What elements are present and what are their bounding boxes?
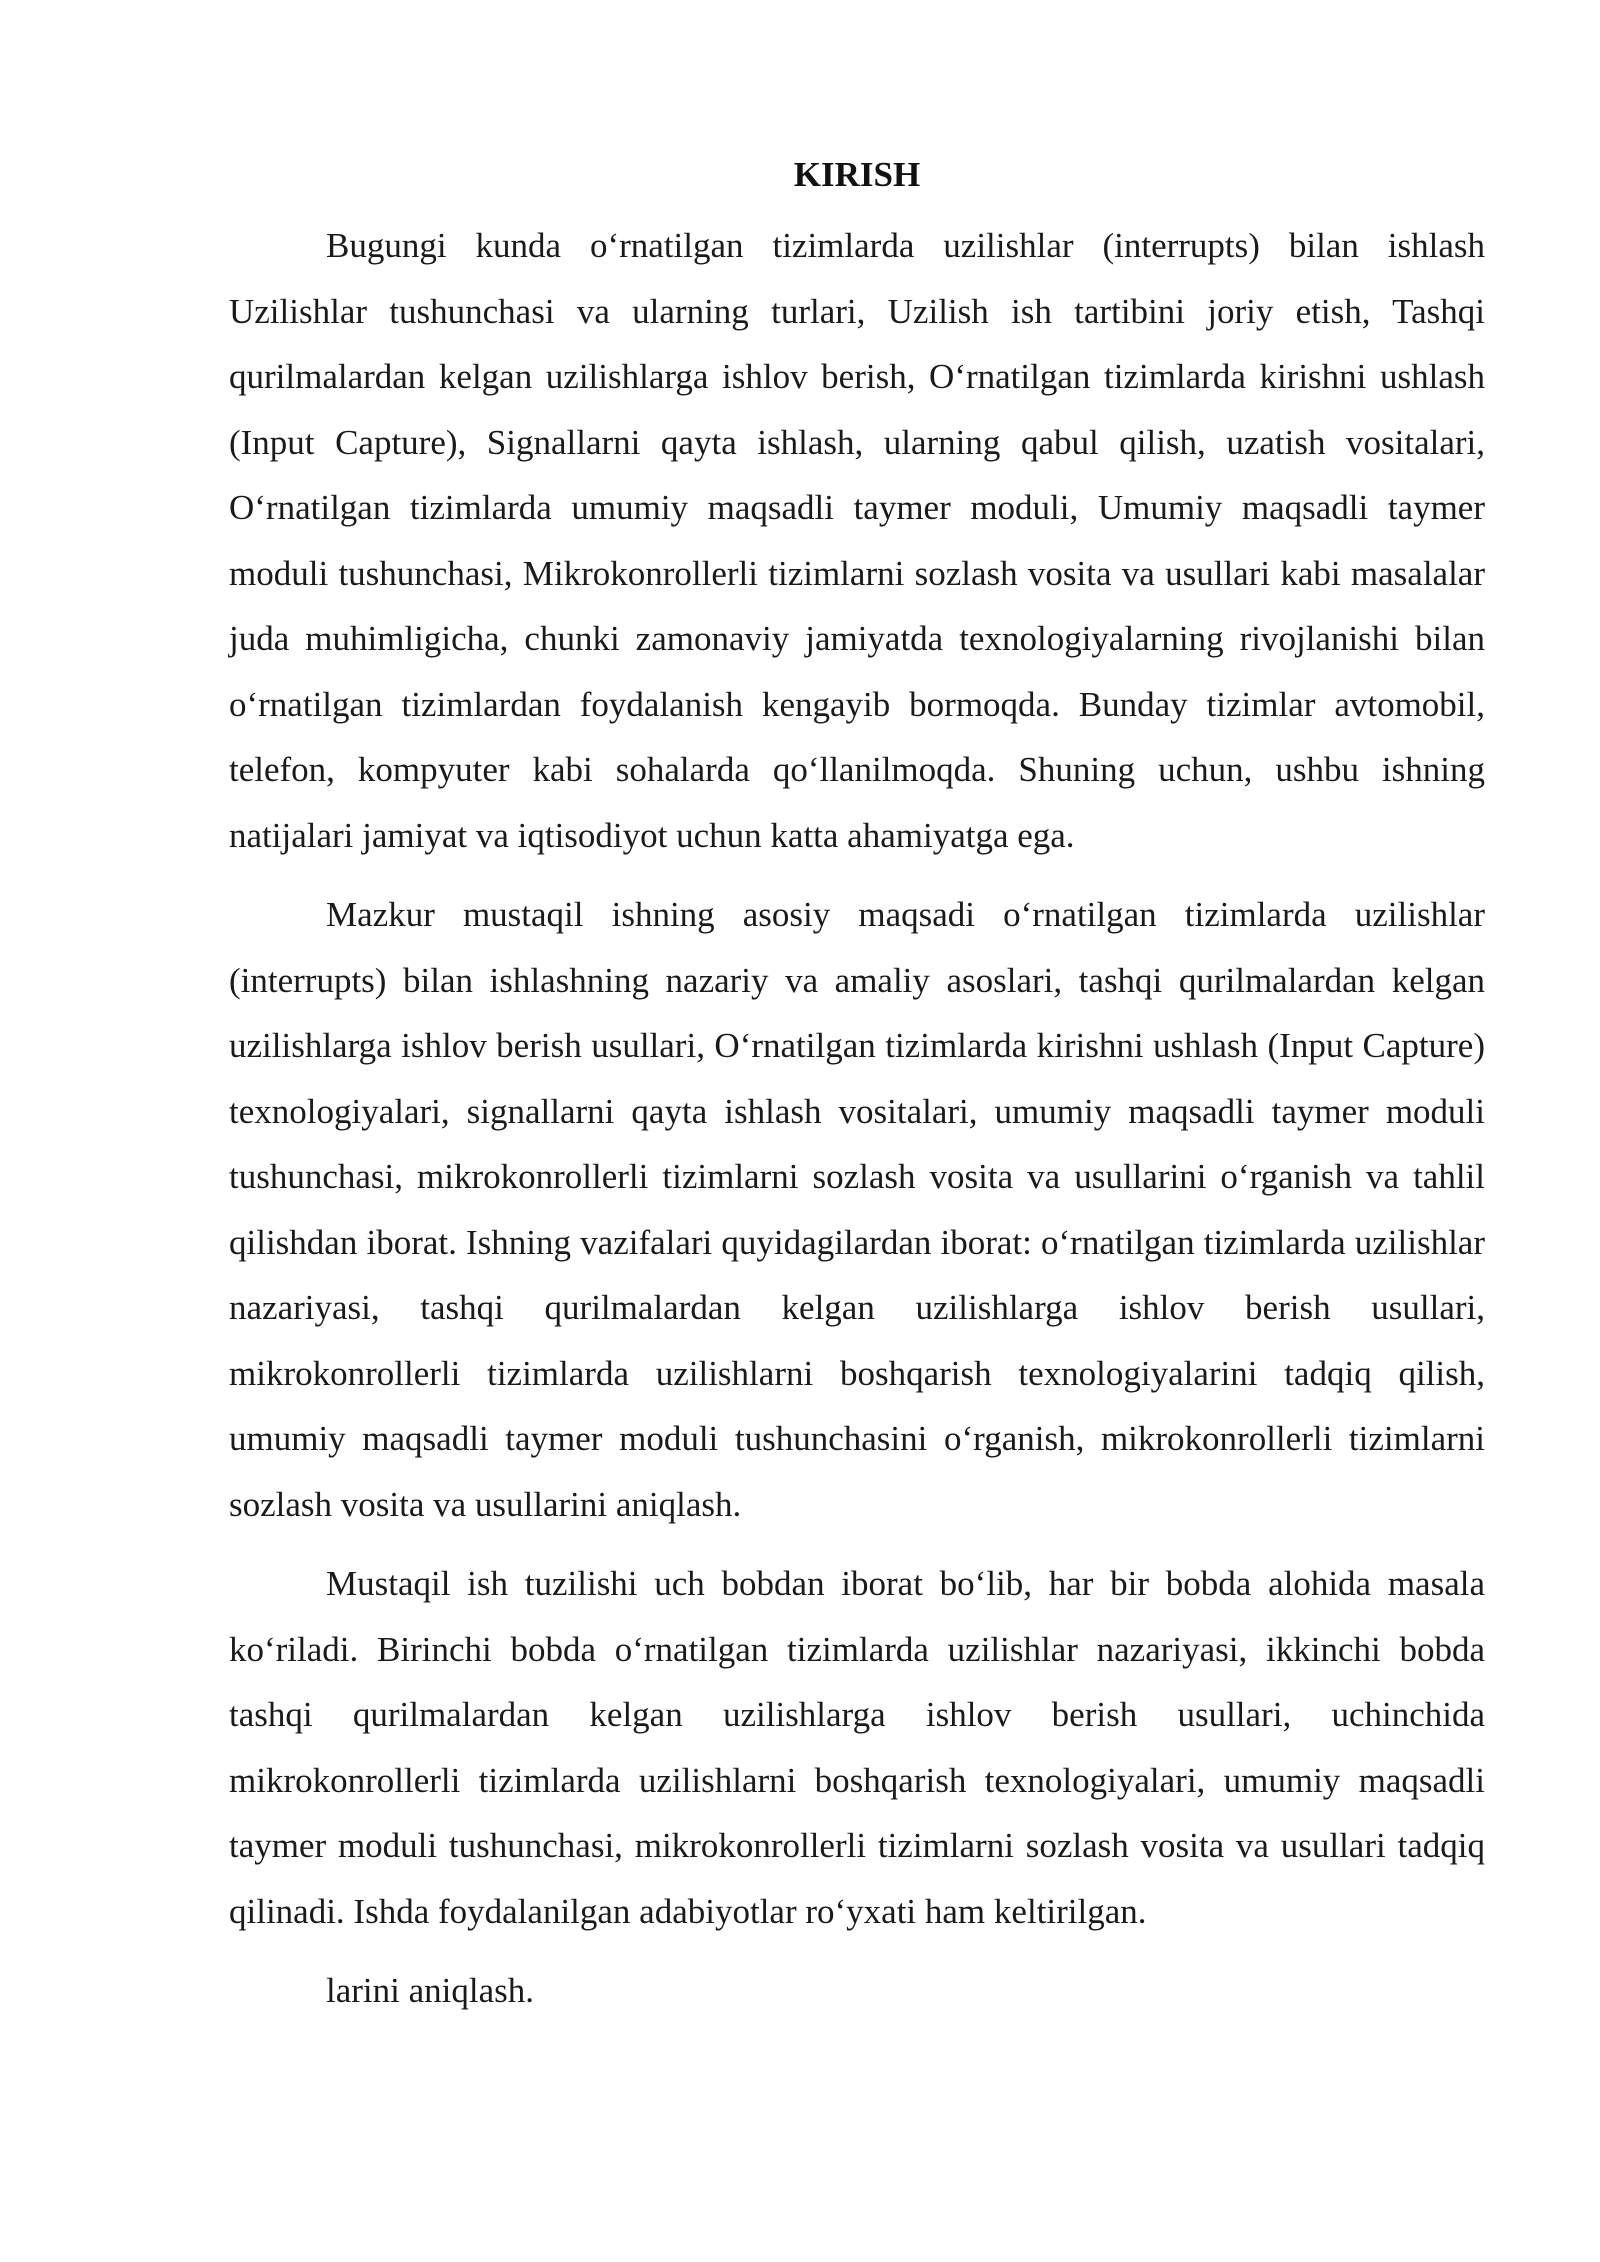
intro-paragraph-1: Bugungi kunda o‘rnatilgan tizimlarda uzilishlar (interrupts) bilan ishlash Uzilishlar tushunchasi va ularning turlari, Uzilish ish tartibini joriy etish, Tashqi qurilmalardan kelgan uzilishlarga ishlov berish, O‘rnatilgan tizimlarda kirishni ushlash (Input Capture), Signallarni qayta ishlash, ularning qabul qilish, uzatish vositalari, O‘rnatilgan tizimlarda umumiy maqsadli taymer moduli, Umumiy maqsadli taymer moduli tushunchasi, Mikrokonrollerli tizimlarni sozlash vosita va usullari kabi masalalar juda muhimligicha, chunki zamonaviy jamiyatda texnologiyalarning rivojlanishi bilan o‘rnatilgan tizimlardan foydalanish kengayib bormoqda. Bunday tizimlar avtomobil, telefon, kompyuter kabi sohalarda qo‘llanilmoqda. Shuning uchun, ushbu ishning natijalari jamiyat va iqtisodiyot uchun katta ahamiyatga ega. [229,226,1485,855]
intro-paragraph-3: Mustaqil ish tuzilishi uch bobdan iborat bo‘lib, har bir bobda alohida masala ko‘riladi. Birinchi bobda o‘rnatilgan tizimlarda uzilishlar nazariyasi, ikkinchi bobda tashqi qurilmalardan kelgan uzilishlarga ishlov berish usullari, uchinchida mikrokonrollerli tizimlarda uzilishlarni boshqarish texnologiyalari, umumiy maqsadli taymer moduli tushunchasi, mikrokonrollerli tizimlarni sozlash vosita va usullari tadqiq qilinadi. Ishda foydalanilgan adabiyotlar ro‘yxati ham keltirilgan. [229,1564,1485,1931]
document-body [229,150,1485,2038]
intro-paragraph-4: larini aniqlash. [326,1971,535,2010]
page-title: KIRISH [793,155,921,194]
intro-paragraph-2: Mazkur mustaqil ishning asosiy maqsadi o‘rnatilgan tizimlarda uzilishlar (interrupts) bilan ishlashning nazariy va amaliy asoslari, tashqi qurilmalardan kelgan uzilishlarga ishlov berish usullari, O‘rnatilgan tizimlarda kirishni ushlash (Input Capture) texnologiyalari, signallarni qayta ishlash vositalari, umumiy maqsadli taymer moduli tushunchasi, mikrokonrollerli tizimlarni sozlash vosita va usullarini o‘rganish va tahlil qilishdan iborat. Ishning vazifalari quyidagilardan iborat: o‘rnatilgan tizimlarda uzilishlar nazariyasi, tashqi qurilmalardan kelgan uzilishlarga ishlov berish usullari, mikrokonrollerli tizimlarda uzilishlarni boshqarish texnologiyalarini tadqiq qilish, umumiy maqsadli taymer moduli tushunchasini o‘rganish, mikrokonrollerli tizimlarni sozlash vosita va usullarini aniqlash. [229,895,1485,1524]
